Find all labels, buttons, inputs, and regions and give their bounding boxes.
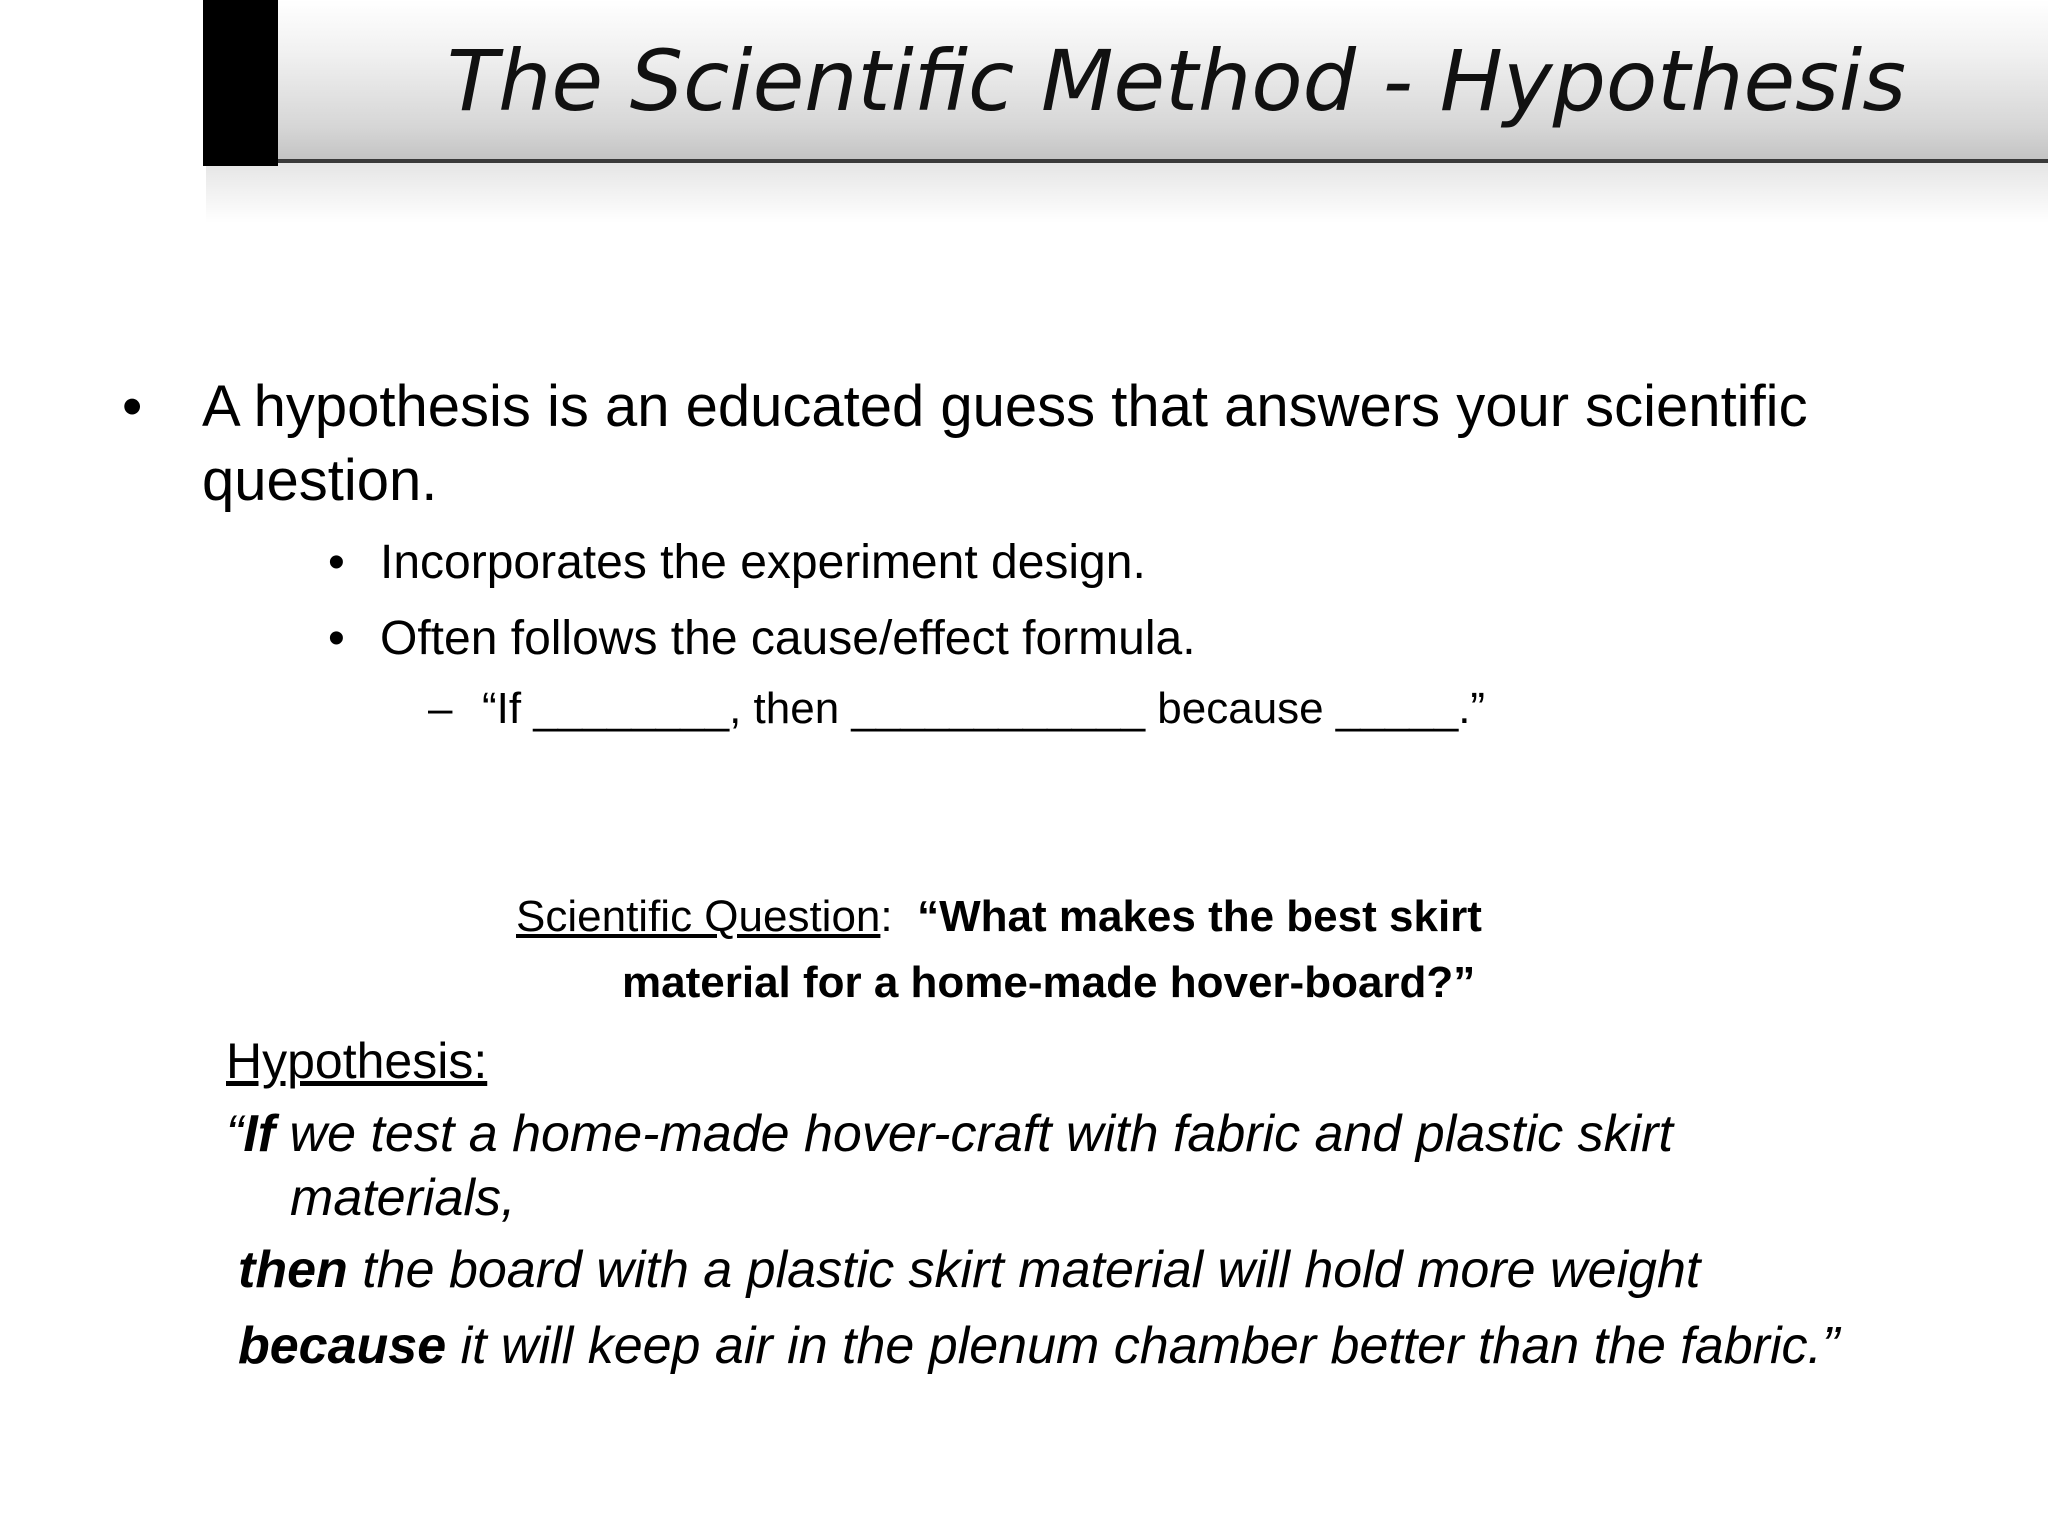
- hypothesis-keyword-if: If: [243, 1105, 276, 1163]
- bullet-dot-icon: •: [122, 374, 143, 439]
- title-banner-shadow: [206, 163, 2048, 223]
- sub-bullet-dot-icon: •: [328, 612, 345, 665]
- formula-text: “If ________, then ____________ because _____.”: [482, 684, 1486, 733]
- hypothesis-line-3: [238, 1238, 1700, 1302]
- scientific-question-text-1: “What makes the best skirt: [917, 892, 1482, 941]
- sub-bullet-text: Incorporates the experiment design.: [380, 536, 1146, 589]
- hypothesis-line-2: materials,: [290, 1169, 516, 1227]
- hypothesis-line-1: [226, 1102, 1673, 1166]
- scientific-question-line-1: [516, 888, 1482, 946]
- hypothesis-keyword-then: then: [238, 1241, 348, 1299]
- scientific-question-line-2: material for a home-made hover-board?”: [622, 958, 1476, 1007]
- main-bullet-text: [202, 370, 2032, 518]
- sub-bullet-dot-icon: •: [328, 536, 345, 589]
- hypothesis-line-4-text: it will keep air in the plenum chamber better than the fabric.”: [446, 1317, 1840, 1375]
- main-bullet-line-1: A hypothesis is an educated guess that answers your scientific: [202, 374, 1808, 439]
- title-accent-block: [203, 0, 278, 166]
- main-bullet-line-2: question.: [202, 448, 438, 513]
- scientific-question-label: Scientific Question: [516, 892, 881, 941]
- scientific-question-separator: :: [880, 892, 918, 941]
- hypothesis-line-3-text: the board with a plastic skirt material will hold more weight: [347, 1241, 1701, 1299]
- slide-title: The Scientific Method - Hypothesis: [446, 32, 1906, 130]
- dash-icon: –: [428, 684, 453, 733]
- open-quote: “: [226, 1105, 244, 1163]
- hypothesis-line-4: [238, 1314, 1839, 1378]
- sub-bullet-text: Often follows the cause/effect formula.: [380, 612, 1196, 665]
- hypothesis-line-1-text: we test a home-made hover-craft with fabric and plastic skirt: [275, 1105, 1673, 1163]
- hypothesis-label: Hypothesis:: [226, 1033, 488, 1089]
- hypothesis-keyword-because: because: [238, 1317, 447, 1375]
